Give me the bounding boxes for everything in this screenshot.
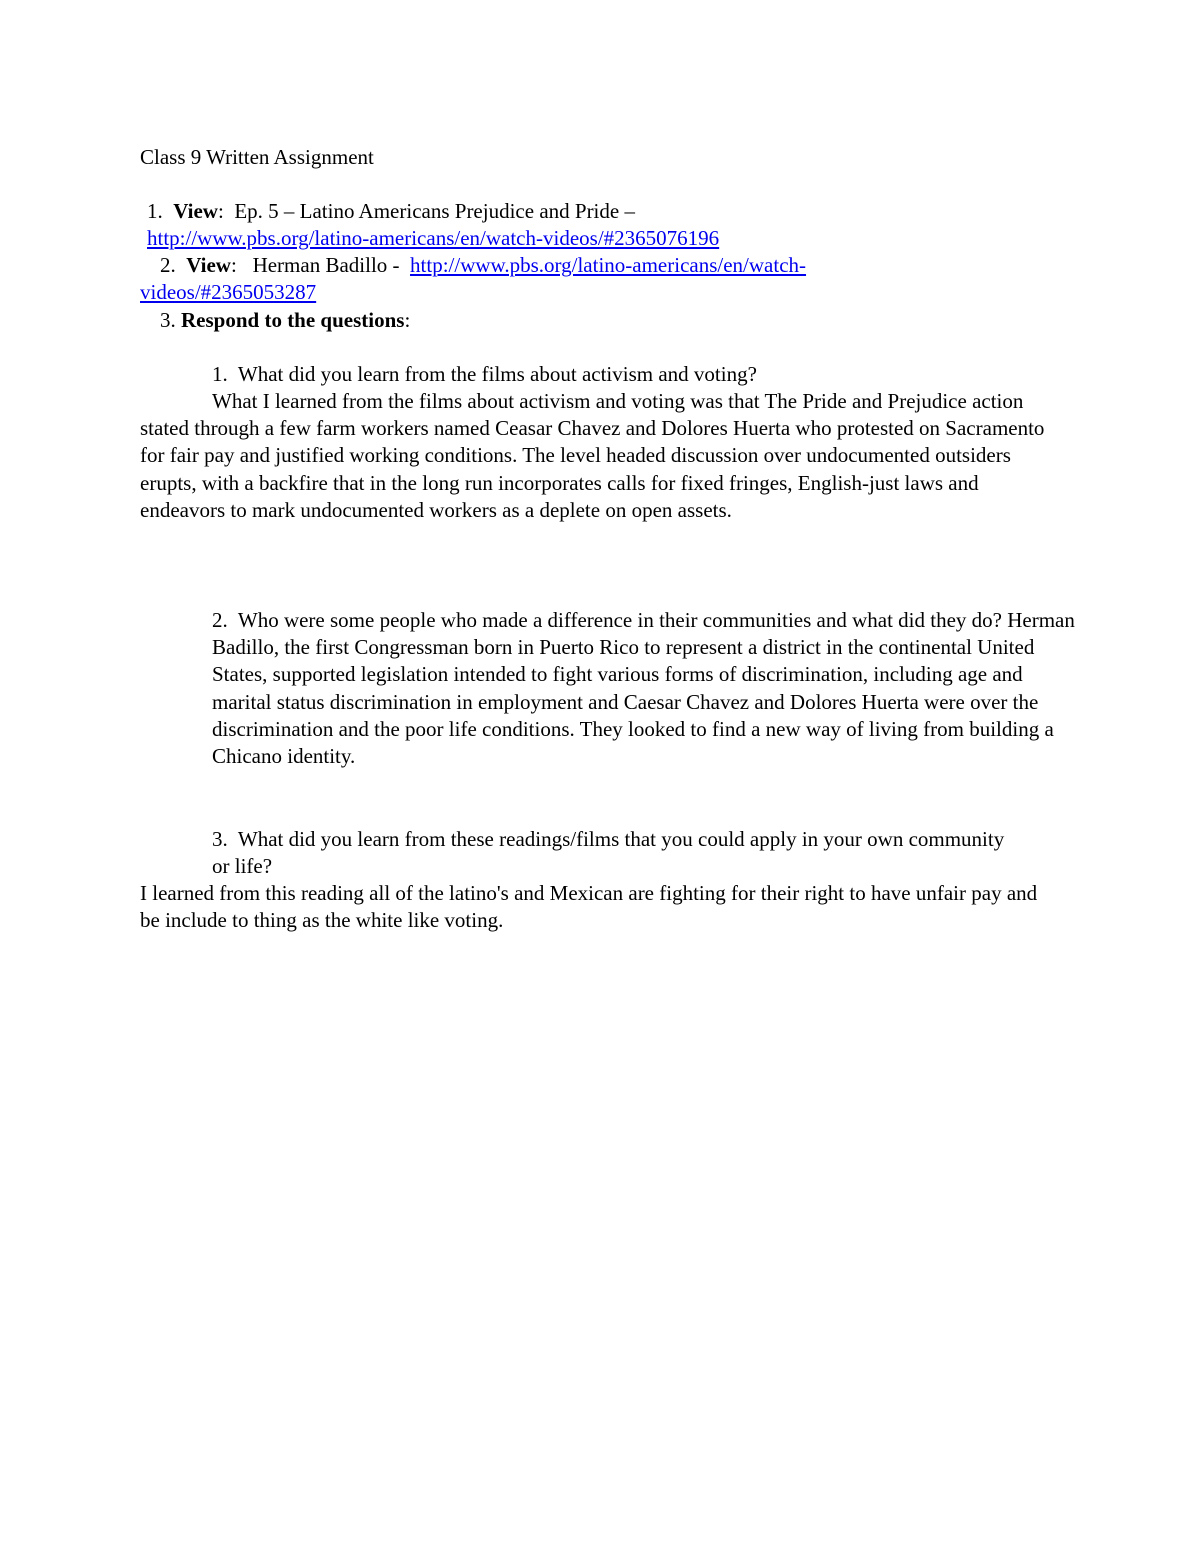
document-title: Class 9 Written Assignment [140, 145, 374, 169]
item-3-separator: : [404, 308, 411, 332]
question-2-text: Who were some people who made a difference in their communities and what did they do? Herman Badillo, the first Congressman born in Puerto Rico to represent a district in the continental United States, supported legislation intended to fight various forms of discrimination, including age and marital status discrimination in employment and Caesar Chavez and Dolores Huerta were over the discrimination and the poor life conditions. They looked to find a new way of living from building a Chicano identity. [212, 608, 1075, 769]
question-2-number: 2. [212, 608, 228, 632]
item-1-label: View [173, 199, 218, 223]
question-3-number: 3. [212, 827, 228, 851]
item-3-line [160, 307, 410, 334]
question-1-number: 1. [212, 362, 228, 386]
item-1-separator: : [217, 199, 224, 223]
item-1-text: Ep. 5 – Latino Americans Prejudice and Pride – [234, 199, 635, 223]
item-3-number: 3. [160, 308, 176, 332]
answer-3: I learned from this reading all of the latino's and Mexican are fighting for their right to have unfair pay and be include to thing as the white like voting. [140, 881, 1038, 933]
item-1-number: 1. [147, 199, 163, 223]
question-1 [212, 361, 757, 388]
item-2-link-part2[interactable]: videos/#2365053287 [140, 280, 317, 304]
item-2-text: Herman Badillo - [252, 253, 400, 277]
item-2-number: 2. [160, 253, 176, 277]
item-1-link[interactable]: http://www.pbs.org/latino-americans/en/watch-videos/#2365076196 [147, 226, 720, 250]
item-1-line [147, 198, 635, 225]
question-1-text: What did you learn from the films about activism and voting? [237, 362, 757, 386]
question-2 [212, 607, 1082, 770]
question-3-text: What did you learn from these readings/films that you could apply in your own community or life? [212, 827, 1005, 879]
item-2-separator: : [230, 253, 237, 277]
item-3-label: Respond to the questions [181, 308, 405, 332]
question-3 [212, 826, 1012, 880]
answer-1: What I learned from the films about activism and voting was that The Pride and Prejudice action stated through a few farm workers named Ceasar Chavez and Dolores Huerta who protested on Sacramento for fair pay and justified working conditions. The level headed discussion over undocumented outsiders erupts, with a backfire that in the long run incorporates calls for fixed fringes, English-just laws and endeavors to mark undocumented workers as a deplete on open assets. [140, 389, 1045, 522]
item-2-link-part1[interactable]: http://www.pbs.org/latino-americans/en/watch- [410, 253, 807, 277]
item-2-label: View [186, 253, 231, 277]
item-2-line [160, 252, 806, 279]
